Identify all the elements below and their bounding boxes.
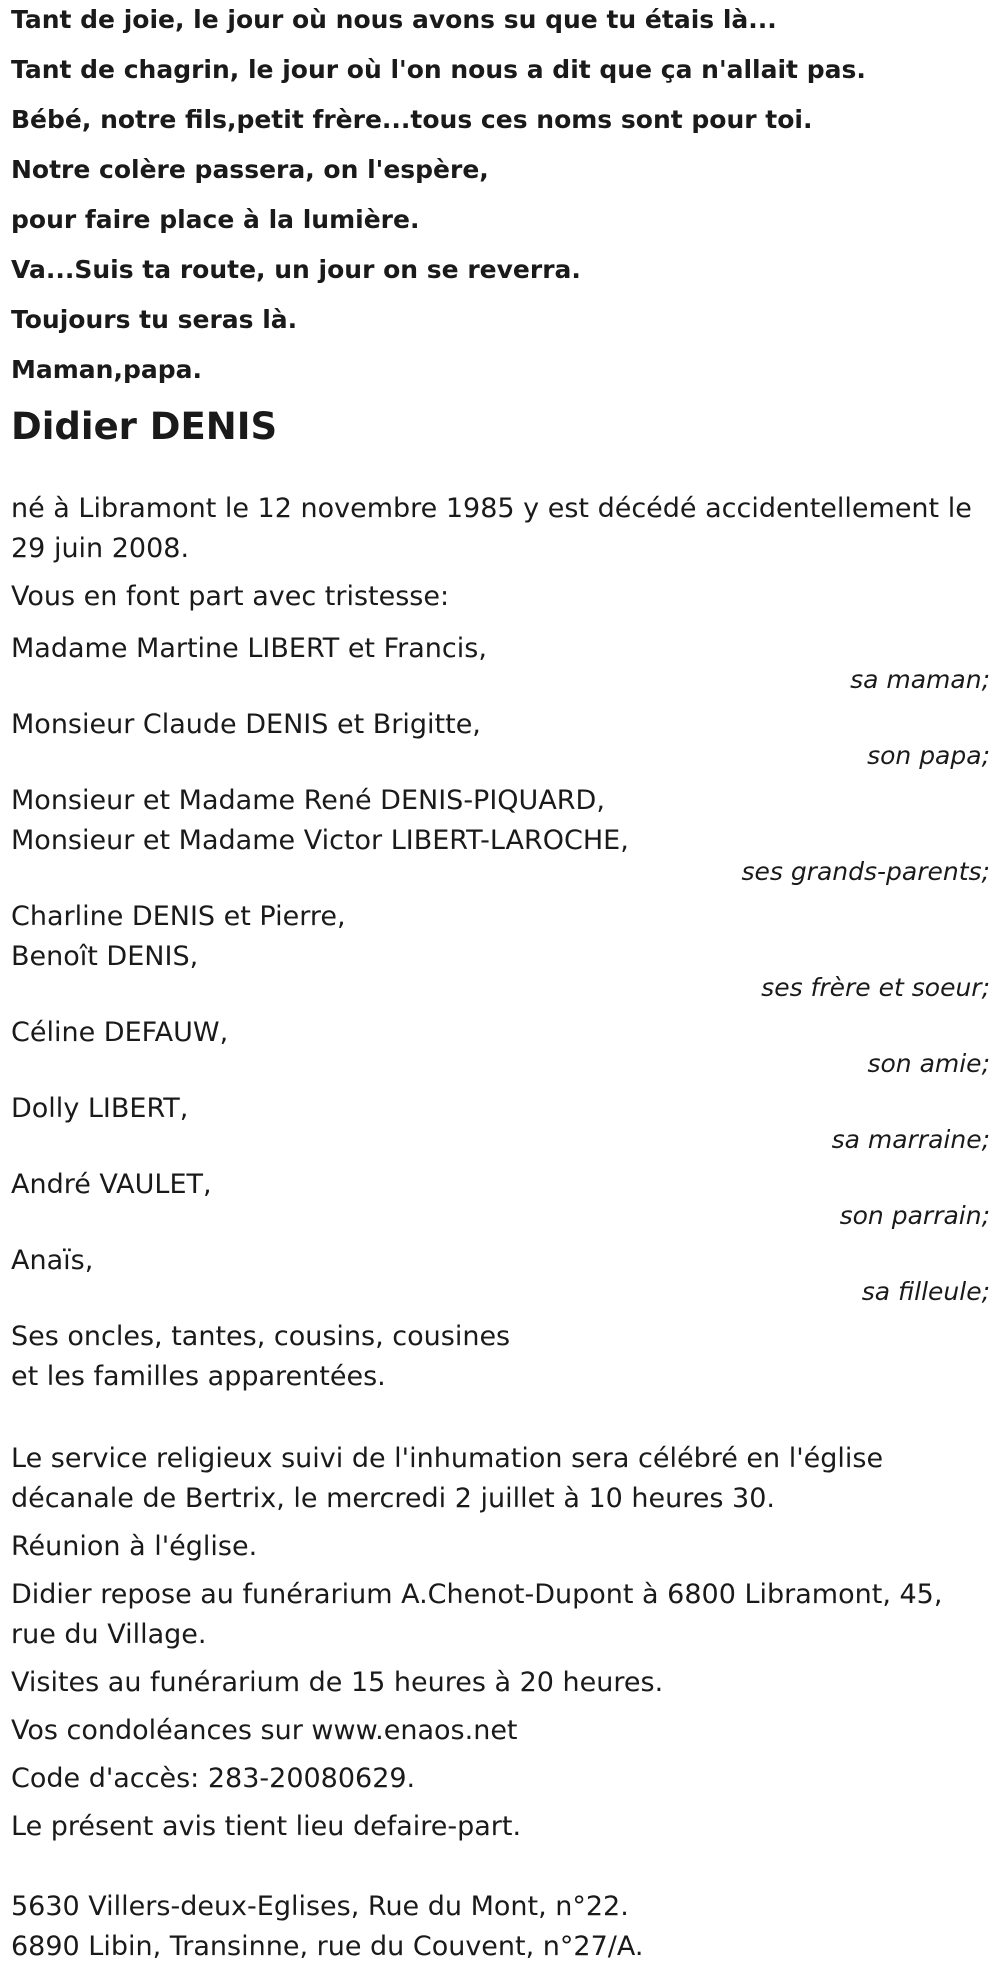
deceased-name: Didier DENIS [11,405,278,448]
family-entry-godmother [11,1089,996,1153]
family-member-name: Charline DENIS et Pierre, [11,901,346,932]
family-member-name: Anaïs, [11,1245,94,1276]
relatives-block [11,1317,996,1397]
poem-line: Tant de joie, le jour où nous avons su que tu étais là... [11,5,777,34]
family-entry-godfather [11,1165,996,1229]
poem-line: Tant de chagrin, le jour où l'on nous a dit que ça n'allait pas. [11,55,866,84]
family-relation: ses grands-parents; [741,857,990,886]
family-relation: sa marraine; [831,1125,990,1154]
family-member-name: Monsieur et Madame Victor LIBERT-LAROCHE, [11,825,629,856]
poem [11,0,996,385]
relatives-line: et les familles apparentées. [11,1361,386,1392]
family-member-name: Benoît DENIS, [11,941,199,972]
family-relation: sa maman; [850,665,990,694]
poem-line: Notre colère passera, on l'espère, [11,155,489,184]
meeting-text: Réunion à l'église. [11,1531,258,1562]
poem-line: Maman,papa. [11,355,202,384]
poem-line: Toujours tu seras là. [11,305,298,334]
family-entry-goddaughter [11,1241,996,1305]
family-relation: son papa; [867,741,990,770]
family-member-name: Céline DEFAUW, [11,1017,229,1048]
family-relation: sa filleule; [861,1277,990,1306]
family-entry-grandparents [11,781,996,885]
poem-line: Va...Suis ta route, un jour on se reverra. [11,255,581,284]
announcement-text: Vous en font part avec tristesse: [11,581,450,612]
relatives-line: Ses oncles, tantes, cousins, cousines [11,1321,511,1352]
birth-death-text: né à Libramont le 12 novembre 1985 y est décédé accidentellement le 29 juin 2008. [11,493,972,564]
family-relation: son parrain; [839,1201,990,1230]
family-entry-siblings [11,897,996,1001]
service-text: Le service religieux suivi de l'inhumation sera célébré en l'église décanale de Bertrix, le mercredi 2 juillet à 10 heures 30. [11,1443,884,1514]
family-entry-girlfriend [11,1013,996,1077]
family-relation: son amie; [867,1049,990,1078]
family-member-name: Madame Martine LIBERT et Francis, [11,633,487,664]
notice-text: Le présent avis tient lieu defaire-part. [11,1811,522,1842]
addresses [11,1887,1000,1967]
condolences-text: Vos condoléances sur www.enaos.net [11,1715,518,1746]
family-member-name: Monsieur et Madame René DENIS-PIQUARD, [11,785,605,816]
family-relation: ses frère et soeur; [761,973,990,1002]
family-entry-mother [11,629,996,693]
family-entry-father [11,705,996,769]
family-member-name: André VAULET, [11,1169,212,1200]
visits-text: Visites au funérarium de 15 heures à 20 heures. [11,1667,664,1698]
funeral-home-text: Didier repose au funérarium A.Chenot-Dupont à 6800 Libramont, 45, rue du Village. [11,1579,943,1650]
address-line: 5630 Villers-deux-Eglises, Rue du Mont, n°22. [11,1891,629,1922]
family-member-name: Monsieur Claude DENIS et Brigitte, [11,709,481,740]
access-code-text: Code d'accès: 283-20080629. [11,1763,416,1794]
family-member-name: Dolly LIBERT, [11,1093,189,1124]
poem-line: Bébé, notre fils,petit frère...tous ces noms sont pour toi. [11,105,813,134]
address-line: 6890 Libin, Transinne, rue du Couvent, n°27/A. [11,1931,644,1962]
poem-line: pour faire place à la lumière. [11,205,420,234]
